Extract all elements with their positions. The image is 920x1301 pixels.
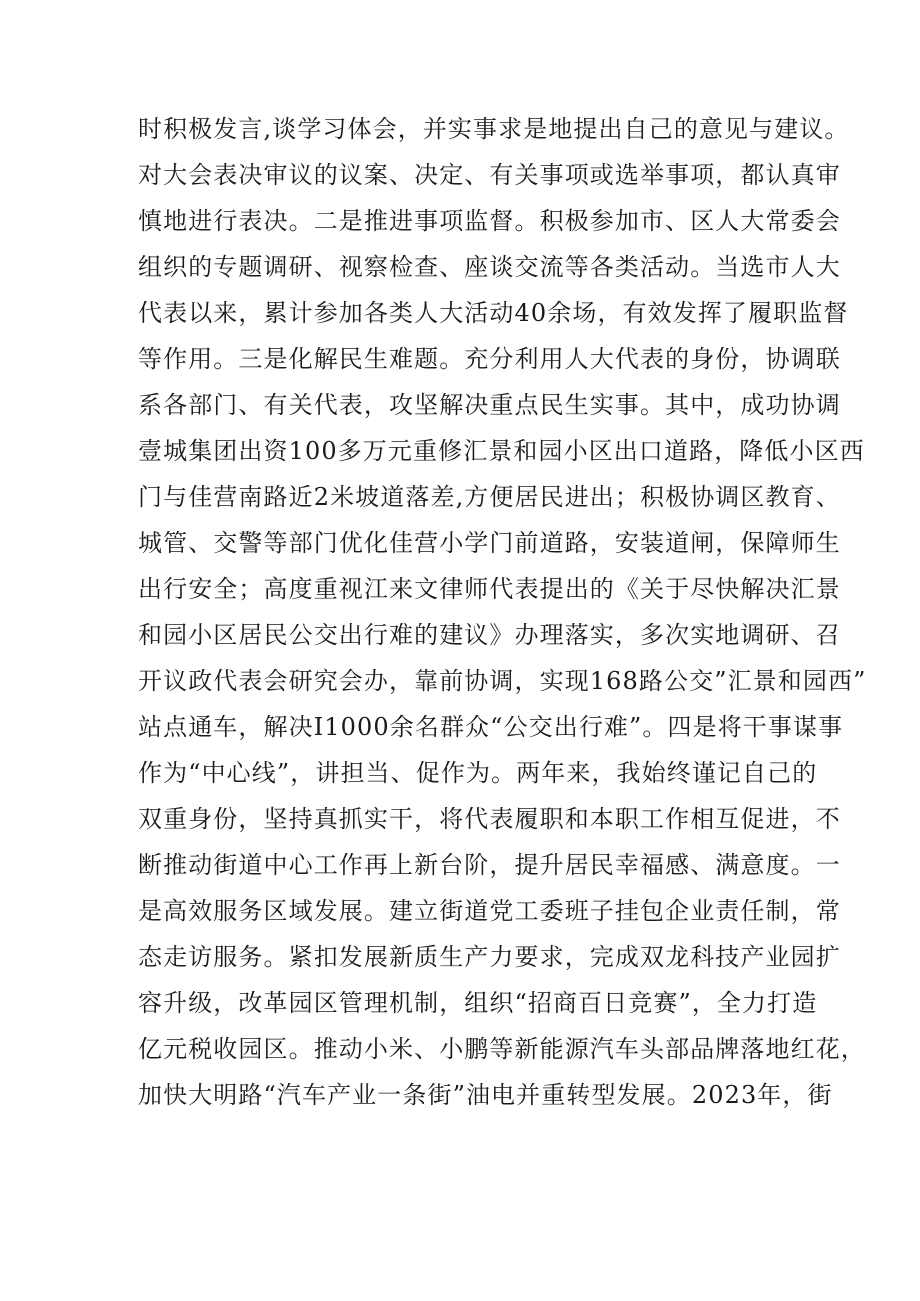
body-text	[138, 106, 867, 1118]
text-line: 壹城集团出资100多万元重修汇景和园小区出口道路，降低小区西	[138, 437, 865, 465]
text-line: 态走访服务。紧扣发展新质生产力要求，完成双龙科技产业园扩	[138, 943, 841, 971]
text-line: 和园小区居民公交出行难的建议》办理落实，多次实地调研、召	[138, 621, 841, 649]
text-line: 出行安全；高度重视江来文律师代表提出的《关于尽快解决汇景	[138, 575, 841, 603]
text-line: 断推动街道中心工作再上新台阶，提升居民幸福感、满意度。一	[138, 851, 841, 879]
text-line: 是高效服务区域发展。建立街道党工委班子挂包企业责任制，常	[138, 897, 841, 925]
text-line: 对大会表决审议的议案、决定、有关事项或选举事项，都认真审	[138, 161, 841, 189]
text-line: 代表以来，累计参加各类人大活动40余场，有效发挥了履职监督	[138, 299, 849, 327]
text-line: 系各部门、有关代表，攻坚解决重点民生实事。其中，成功协调	[138, 391, 841, 419]
text-line: 加快大明路“汽车产业一条街”油电并重转型发展。2023年，街	[138, 1081, 833, 1109]
text-line: 城管、交警等部门优化佳营小学门前道路，安装道闸，保障师生	[138, 529, 841, 557]
text-line: 站点通车，解决I1000余名群众“公交出行难”。四是将干事谋事	[138, 713, 844, 741]
text-line: 组织的专题调研、视察检查、座谈交流等各类活动。当选市人大	[138, 253, 841, 281]
text-line: 作为“中心线”，讲担当、促作为。两年来，我始终谨记自己的	[138, 759, 818, 787]
text-line: 等作用。三是化解民生难题。充分利用人大代表的身份，协调联	[138, 345, 841, 373]
text-line: 慎地进行表决。二是推进事项监督。积极参加市、区人大常委会	[138, 207, 841, 235]
text-line: 开议政代表会研究会办，靠前协调，实现168路公交”汇景和园西”	[138, 667, 867, 695]
text-line: 门与佳营南路近2米坡道落差,方便居民进出；积极协调区教育、	[138, 483, 841, 511]
text-line: 容升级，改革园区管理机制，组织“招商百日竞赛”，全力打造	[138, 989, 818, 1017]
text-line: 亿元税收园区。推动小米、小鹏等新能源汽车头部品牌落地红花，	[138, 1035, 866, 1063]
text-line: 双重身份，坚持真抓实干，将代表履职和本职工作相互促进，不	[138, 805, 841, 833]
text-line: 时积极发言,谈学习体会，并实事求是地提出自己的意见与建议。	[138, 115, 850, 143]
